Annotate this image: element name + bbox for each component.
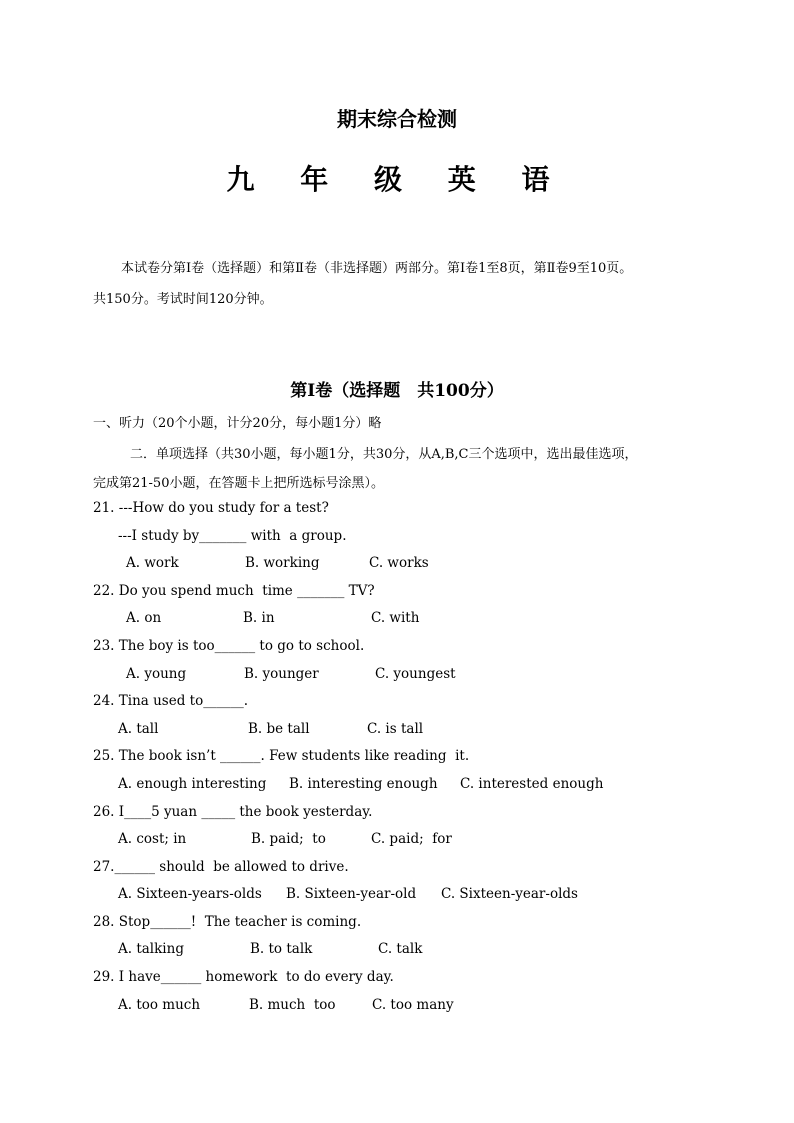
option-c: C. is tall	[367, 721, 424, 737]
section-heading: 第Ⅰ卷（选择题 共100分）	[290, 381, 504, 401]
question-stem: 24. Tina used to______.	[93, 693, 249, 709]
option-a: A. young	[126, 666, 187, 682]
part-1-listening: 一、听力（20个小题，计分20分，每小题1分）略	[93, 416, 382, 431]
question-stem: 28. Stop______! The teacher is coming.	[93, 914, 362, 930]
option-c: C. Sixteen-year-olds	[441, 886, 578, 902]
option-b: B. be tall	[248, 721, 310, 737]
option-c: C. works	[369, 555, 429, 571]
exam-title: 期末综合检测	[337, 107, 457, 131]
intro-line-1: 本试卷分第Ⅰ卷（选择题）和第Ⅱ卷（非选择题）两部分。第Ⅰ卷1至8页，第Ⅱ卷9至10页。	[121, 261, 633, 276]
option-a: A. Sixteen-years-olds	[118, 886, 262, 902]
option-b: B. younger	[244, 666, 319, 682]
option-b: B. much too	[249, 997, 336, 1013]
part-2-instructions-line-1: 二．单项选择（共30小题，每小题1分，共30分，从A,B,C三个选项中，选出最佳选项，	[130, 447, 638, 462]
option-c: C. youngest	[375, 666, 456, 682]
option-b: B. working	[245, 555, 320, 571]
option-c: C. with	[371, 610, 420, 626]
question-stem: 27.______ should be allowed to drive.	[93, 859, 349, 875]
option-c: C. talk	[378, 941, 423, 957]
question-stem: 21. ---How do you study for a test?	[93, 500, 329, 516]
option-a: A. cost; in	[118, 831, 187, 847]
option-b: B. in	[243, 610, 275, 626]
option-b: B. interesting enough	[289, 776, 438, 792]
option-b: B. to talk	[250, 941, 313, 957]
intro-line-2: 共150分。考试时间120分钟。	[93, 292, 273, 307]
subject-title: 九 年 级 英 语	[226, 163, 568, 196]
question-stem-line-2: ---I study by_______ with a group.	[118, 528, 347, 544]
question-stem: 22. Do you spend much time _______ TV?	[93, 583, 375, 599]
option-b: B. Sixteen-year-old	[286, 886, 417, 902]
option-a: A. work	[126, 555, 179, 571]
option-a: A. talking	[118, 941, 184, 957]
option-c: C. paid; for	[371, 831, 452, 847]
part-2-instructions-line-2: 完成第21-50小题，在答题卡上把所选标号涂黑）。	[93, 476, 384, 491]
question-stem: 25. The book isn’t ______. Few students like reading it.	[93, 748, 470, 764]
question-stem: 29. I have______ homework to do every day.	[93, 969, 394, 985]
option-a: A. tall	[118, 721, 159, 737]
option-c: C. interested enough	[460, 776, 604, 792]
question-stem: 23. The boy is too______ to go to school.	[93, 638, 365, 654]
option-b: B. paid; to	[251, 831, 326, 847]
option-a: A. too much	[118, 997, 201, 1013]
option-c: C. too many	[372, 997, 454, 1013]
option-a: A. enough interesting	[118, 776, 267, 792]
question-stem: 26. I____5 yuan _____ the book yesterday.	[93, 804, 373, 820]
option-a: A. on	[126, 610, 162, 626]
